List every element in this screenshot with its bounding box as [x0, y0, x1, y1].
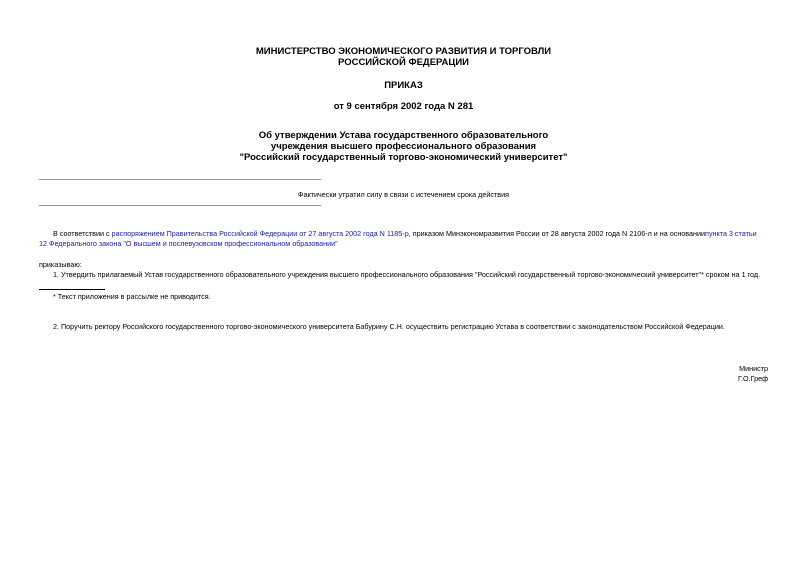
government-decree-link[interactable]: распоряжением Правительства Российской Федерации от 27 августа 2002 года N 1185-р — [111, 229, 409, 238]
subject-line2: учреждения высшего профессионального образования — [270, 141, 537, 152]
footnote-divider — [39, 289, 105, 290]
order-item-2: 2. Поручить ректору Российского государственного торгово-экономического университета Бабурину С.Н. осуществить регистрацию Устава в соответствии с законодательством Российской Федерации. — [53, 322, 725, 331]
signature-name: Г.О.Греф — [738, 374, 768, 383]
ministry-title-line1: МИНИСТЕРСТВО ЭКОНОМИЧЕСКОГО РАЗВИТИЯ И ТОРГОВЛИ — [255, 46, 552, 57]
preamble-line2 — [39, 239, 338, 249]
top-divider — [39, 179, 321, 180]
order-word: приказываю: — [39, 260, 82, 269]
signature-position: Министр — [739, 364, 768, 373]
footnote: * Текст приложения в рассылке не приводится. — [53, 292, 211, 301]
preamble-text1: В соответствии с — [53, 229, 112, 238]
status-note: Фактически утратил силу в связи с истечением срока действия — [298, 190, 509, 199]
subject-line1: Об утверждении Устава государственного образовательного — [258, 130, 549, 141]
law-article-link[interactable]: пункта 3 статьи — [705, 229, 757, 238]
preamble-text2: , приказом Минэкономразвития России от 28 августа 2002 года N 2106-л и на основании — [408, 229, 706, 238]
federal-law-link[interactable]: 12 Федерального закона "О высшем и послевузовском профессиональном образовании" — [39, 239, 338, 248]
subject-line3: "Российский государственный торгово-экономический университет" — [239, 152, 568, 163]
document-date: от 9 сентября 2002 года N 281 — [333, 101, 474, 112]
document-type: ПРИКАЗ — [384, 80, 423, 91]
ministry-title-line2: РОССИЙСКОЙ ФЕДЕРАЦИИ — [337, 57, 469, 68]
preamble-line1 — [53, 229, 757, 239]
order-item-1: 1. Утвердить прилагаемый Устав государственного образовательного учреждения высшего профессионального образования "Российский государственный торгово-экономический университет"* сроком на 1 год. — [53, 270, 761, 279]
bottom-divider — [39, 205, 321, 206]
